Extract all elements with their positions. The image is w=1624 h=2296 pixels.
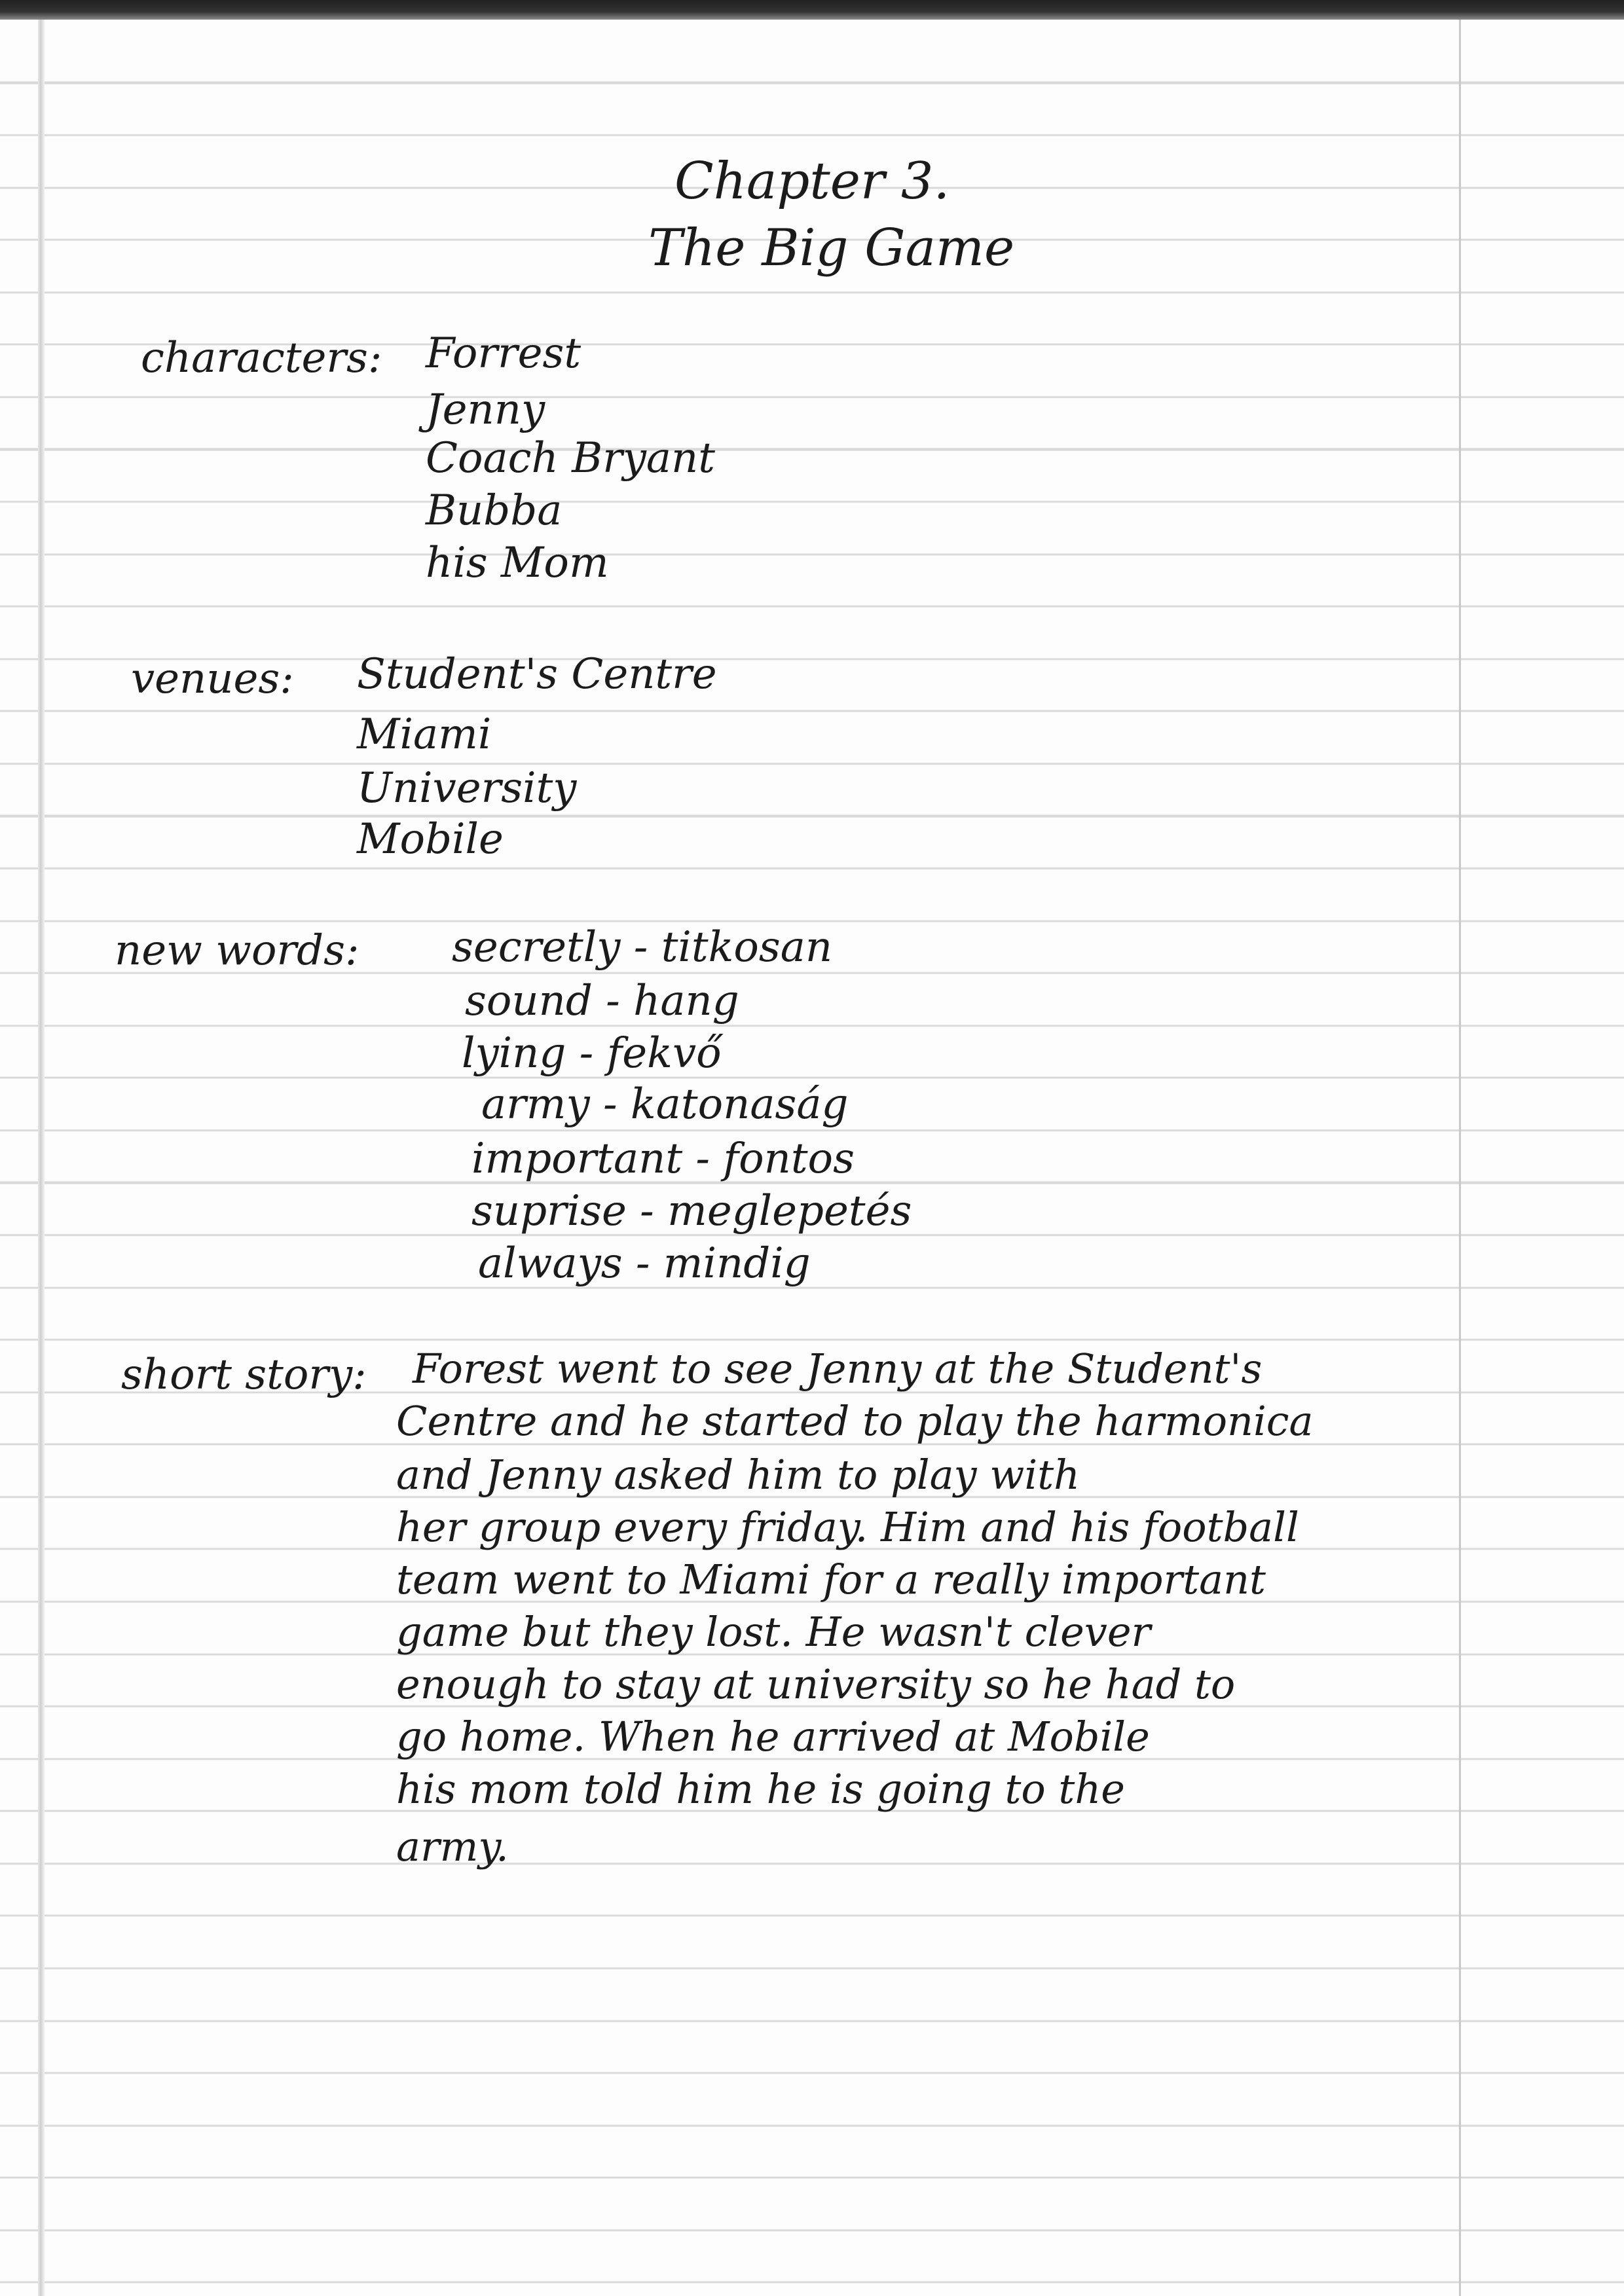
character-item: Bubba (426, 486, 563, 535)
character-item: Coach Bryant (426, 434, 715, 483)
story-line: army. (396, 1823, 509, 1870)
vocab-item: important - fontos (471, 1135, 855, 1183)
character-item: his Mom (426, 539, 609, 587)
page-fold-shadow (38, 20, 45, 2296)
character-item: Forrest (426, 329, 581, 378)
venue-item: Mobile (357, 815, 504, 864)
story-line: and Jenny asked him to play with (396, 1451, 1080, 1499)
vocab-item: sound - hang (465, 977, 739, 1025)
chapter-title: Chapter 3. (674, 152, 950, 211)
scan-top-edge (0, 0, 1624, 20)
vocab-item: always - mindig (478, 1239, 811, 1288)
vocab-item: army - katonaság (481, 1080, 849, 1129)
story-line: enough to stay at university so he had to (396, 1660, 1236, 1708)
story-line: his mom told him he is going to the (396, 1765, 1125, 1813)
story-line: Forest went to see Jenny at the Student's (413, 1345, 1263, 1393)
vocab-item: lying - fekvő (462, 1029, 722, 1078)
story-line: her group every friday. Him and his football (396, 1503, 1299, 1551)
venues-label: venues: (131, 655, 294, 703)
story-line: team went to Miami for a really important (396, 1556, 1266, 1603)
margin-line (1459, 20, 1461, 2296)
character-item: Jenny (426, 386, 545, 434)
venue-item: Student's Centre (357, 650, 717, 699)
chapter-subtitle: The Big Game (648, 219, 1015, 278)
story-line: Centre and he started to play the harmonica (396, 1397, 1314, 1445)
story-line: go home. When he arrived at Mobile (396, 1713, 1150, 1760)
venue-item: University (357, 764, 577, 812)
characters-label: characters: (141, 334, 382, 382)
new-words-label: new words: (115, 926, 360, 975)
venue-item: Miami (357, 710, 492, 759)
short-story-label: short story: (121, 1351, 367, 1399)
vocab-item: secretly - titkosan (452, 923, 833, 972)
story-line: game but they lost. He wasn't clever (396, 1608, 1151, 1656)
vocab-item: suprise - meglepetés (471, 1187, 912, 1235)
